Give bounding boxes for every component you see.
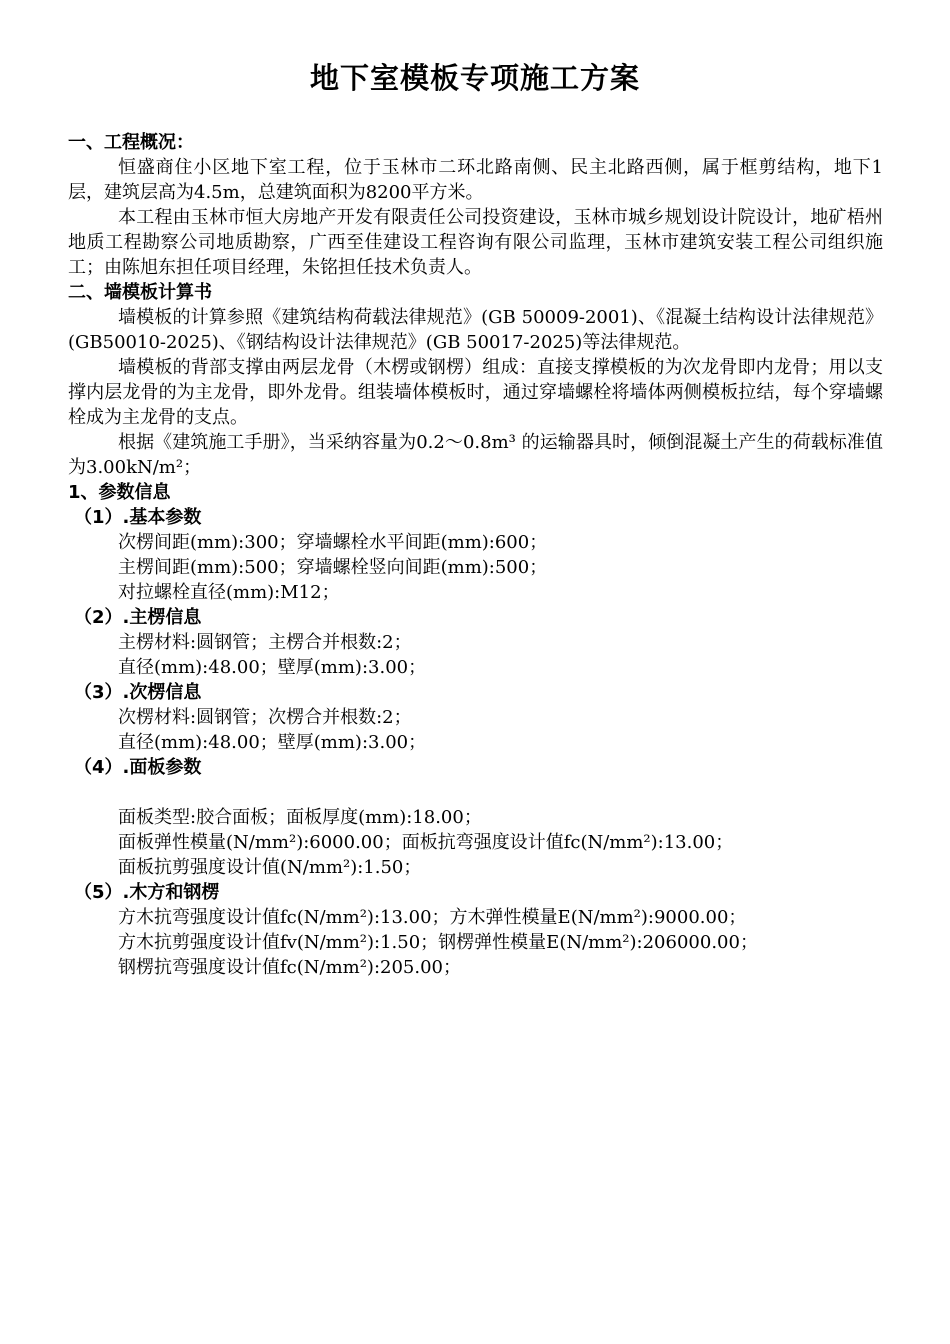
- paragraph: 根据《建筑施工手册》，当采纳容量为0.2～0.8m³ 的运输器具时，倾倒混凝土产生的荷载标准值为3.00kN/m²；: [68, 432, 883, 478]
- param-line: 面板弹性模量(N/mm²):6000.00；面板抗弯强度设计值fc(N/mm²):13.00；: [118, 832, 734, 853]
- subheading-basic: （1）.基本参数: [74, 507, 202, 528]
- param-line: 方木抗剪强度设计值fv(N/mm²):1.50；钢楞弹性模量E(N/mm²):206000.00；: [118, 932, 758, 953]
- blank-line: [68, 780, 883, 805]
- paragraph: 恒盛商住小区地下室工程，位于玉林市二环北路南侧、民主北路西侧，属于框剪结构，地下1层，建筑层高为4.5m，总建筑面积为8200平方米。: [68, 157, 883, 203]
- param-line: 主楞材料:圆钢管；主楞合并根数:2；: [118, 632, 412, 653]
- param-line: 次楞间距(mm):300；穿墙螺栓水平间距(mm):600；: [118, 532, 548, 553]
- param-line: 面板抗剪强度设计值(N/mm²):1.50；: [118, 857, 422, 878]
- subheading-panel: （4）.面板参数: [74, 757, 202, 778]
- param-line: 次楞材料:圆钢管；次楞合并根数:2；: [118, 707, 412, 728]
- subheading-main-joist: （2）.主楞信息: [74, 607, 202, 628]
- page-title: 地下室模板专项施工方案: [309, 61, 640, 95]
- section-heading-parameters: 1、参数信息: [68, 482, 171, 503]
- section-heading-calculation: 二、墙模板计算书: [68, 282, 212, 303]
- section-heading-overview: 一、工程概况：: [68, 132, 194, 153]
- paragraph: 墙模板的背部支撑由两层龙骨（木楞或钢楞）组成：直接支撑模板的为次龙骨即内龙骨；用以支撑内层龙骨的为主龙骨，即外龙骨。组装墙体模板时，通过穿墙螺栓将墙体两侧模板拉结，每个穿墙螺栓成为主龙骨的支点。: [68, 357, 883, 428]
- param-line: 直径(mm):48.00；壁厚(mm):3.00；: [118, 732, 427, 753]
- paragraph: 墙模板的计算参照《建筑结构荷载法律规范》(GB 50009-2001)、《混凝土结构设计法律规范》(GB50010-2025)、《钢结构设计法律规范》(GB 50017-2025)等法律规范。: [68, 307, 883, 353]
- document-body: [68, 130, 883, 980]
- param-line: 面板类型:胶合面板；面板厚度(mm):18.00；: [118, 807, 482, 828]
- param-line: 方木抗弯强度设计值fc(N/mm²):13.00；方木弹性模量E(N/mm²):9000.00；: [118, 907, 747, 928]
- param-line: 主楞间距(mm):500；穿墙螺栓竖向间距(mm):500；: [118, 557, 548, 578]
- param-line: 钢楞抗弯强度设计值fc(N/mm²):205.00；: [118, 957, 462, 978]
- param-line: 直径(mm):48.00；壁厚(mm):3.00；: [118, 657, 427, 678]
- paragraph: 本工程由玉林市恒大房地产开发有限责任公司投资建设，玉林市城乡规划设计院设计，地矿梧州地质工程勘察公司地质勘察，广西至佳建设工程咨询有限公司监理，玉林市建筑安装工程公司组织施工；由陈旭东担任项目经理，朱铭担任技术负责人。: [68, 207, 883, 278]
- param-line: 对拉螺栓直径(mm):M12；: [118, 582, 340, 603]
- subheading-wood-steel: （5）.木方和钢楞: [74, 882, 220, 903]
- subheading-secondary-joist: （3）.次楞信息: [74, 682, 202, 703]
